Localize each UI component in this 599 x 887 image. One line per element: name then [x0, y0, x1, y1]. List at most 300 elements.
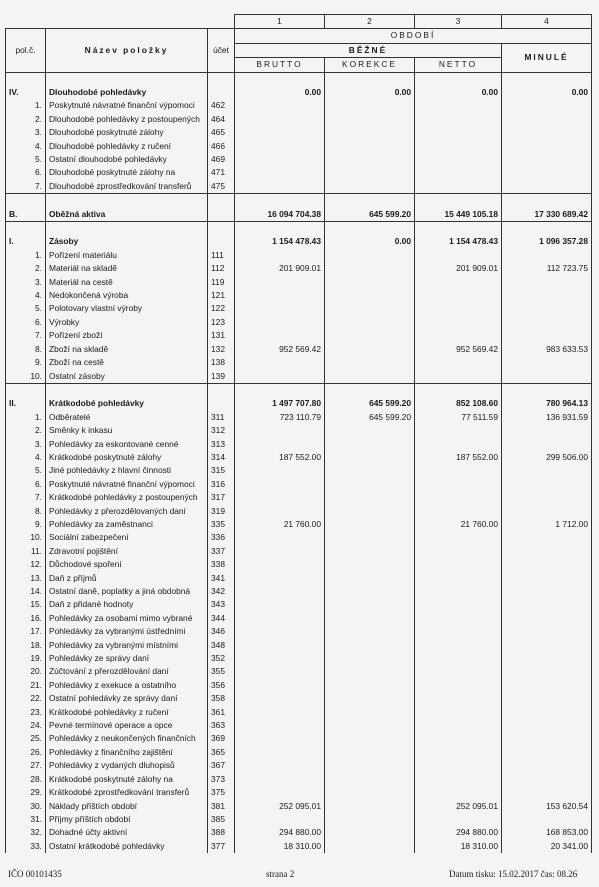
row-brutto — [235, 464, 325, 477]
row-name: Pohledávky za osobami mimo vybrané — [46, 612, 208, 625]
table-row — [6, 180, 592, 194]
section-separator — [6, 383, 592, 397]
row-name: Krátkodobé poskytnuté zálohy na — [46, 773, 208, 786]
section-minule: 780 964.13 — [502, 397, 592, 410]
table-row — [6, 759, 592, 772]
separator-cell — [235, 222, 325, 236]
row-minule — [502, 773, 592, 786]
row-korekce — [325, 166, 415, 179]
table-row — [6, 679, 592, 692]
row-number: 19. — [6, 652, 46, 665]
row-netto — [415, 329, 502, 342]
row-netto: 21 760.00 — [415, 518, 502, 531]
row-number: 7. — [6, 491, 46, 504]
row-netto — [415, 572, 502, 585]
row-netto — [415, 531, 502, 544]
row-number: 6. — [6, 478, 46, 491]
row-minule — [502, 813, 592, 826]
row-ucet: 139 — [208, 370, 235, 384]
row-korekce — [325, 316, 415, 329]
header-netto: NETTO — [415, 58, 502, 72]
row-name: Polotovary vlastní výroby — [46, 302, 208, 315]
row-netto — [415, 464, 502, 477]
row-korekce — [325, 438, 415, 451]
row-minule: 153 620.54 — [502, 800, 592, 813]
header-nazev-polozky: Název položky — [46, 29, 208, 72]
row-number: 1. — [6, 249, 46, 262]
row-ucet: 465 — [208, 126, 235, 139]
section-pol: II. — [6, 397, 46, 410]
table-row — [6, 826, 592, 839]
row-name: Pohledávky za vybranými místními — [46, 639, 208, 652]
row-netto — [415, 773, 502, 786]
table-row — [6, 518, 592, 531]
row-brutto: 252 095.01 — [235, 800, 325, 813]
section-ucet — [208, 235, 235, 248]
row-number: 31. — [6, 813, 46, 826]
section-minule: 1 096 357.28 — [502, 235, 592, 248]
row-netto — [415, 625, 502, 638]
row-name: Ostatní krátkodobé pohledávky — [46, 840, 208, 853]
row-name: Ostatní zásoby — [46, 370, 208, 384]
row-number: 18. — [6, 639, 46, 652]
row-ucet: 377 — [208, 840, 235, 853]
row-ucet: 138 — [208, 356, 235, 369]
row-ucet: 352 — [208, 652, 235, 665]
row-korekce — [325, 639, 415, 652]
row-ucet: 471 — [208, 166, 235, 179]
row-number: 8. — [6, 343, 46, 356]
section-minule: 0.00 — [502, 86, 592, 99]
row-minule — [502, 491, 592, 504]
row-number: 9. — [6, 518, 46, 531]
table-row — [6, 126, 592, 139]
row-ucet: 475 — [208, 180, 235, 194]
row-brutto — [235, 153, 325, 166]
row-ucet: 316 — [208, 478, 235, 491]
row-ucet: 462 — [208, 99, 235, 112]
row-minule — [502, 329, 592, 342]
row-number: 3. — [6, 438, 46, 451]
separator-cell — [502, 194, 592, 208]
row-name: Dlouhodobé pohledávky z ručení — [46, 140, 208, 153]
separator-cell — [325, 383, 415, 397]
section-pol: I. — [6, 235, 46, 248]
table-row — [6, 786, 592, 799]
row-number: 15. — [6, 598, 46, 611]
row-minule — [502, 505, 592, 518]
separator-cell — [6, 383, 46, 397]
table-row — [6, 438, 592, 451]
column-number-row — [6, 15, 592, 29]
row-korekce — [325, 612, 415, 625]
row-brutto — [235, 598, 325, 611]
row-minule — [502, 370, 592, 384]
row-brutto — [235, 302, 325, 315]
row-number: 11. — [6, 545, 46, 558]
section-brutto: 16 094 704.38 — [235, 208, 325, 222]
row-brutto — [235, 558, 325, 571]
row-netto — [415, 424, 502, 437]
row-korekce — [325, 840, 415, 853]
row-name: Ostatní daně, poplatky a jiná obdobná — [46, 585, 208, 598]
row-minule — [502, 464, 592, 477]
row-korekce — [325, 249, 415, 262]
row-korekce — [325, 113, 415, 126]
row-netto — [415, 598, 502, 611]
row-minule: 112 723.75 — [502, 262, 592, 275]
row-minule — [502, 249, 592, 262]
section-korekce: 0.00 — [325, 235, 415, 248]
row-netto — [415, 679, 502, 692]
row-minule — [502, 759, 592, 772]
row-ucet: 466 — [208, 140, 235, 153]
row-name: Poskytnuté návratné finanční výpomoci — [46, 478, 208, 491]
row-korekce — [325, 585, 415, 598]
section-separator — [6, 72, 592, 86]
section-ucet — [208, 397, 235, 410]
table-row — [6, 813, 592, 826]
row-netto — [415, 786, 502, 799]
row-name: Zboží na skladě — [46, 343, 208, 356]
table-row — [6, 356, 592, 369]
separator-cell — [46, 72, 208, 86]
row-netto: 294 880.00 — [415, 826, 502, 839]
row-brutto — [235, 732, 325, 745]
row-name: Jiné pohledávky z hlavní činnosti — [46, 464, 208, 477]
row-number: 29. — [6, 786, 46, 799]
row-brutto — [235, 813, 325, 826]
table-row — [6, 478, 592, 491]
row-ucet: 469 — [208, 153, 235, 166]
row-korekce — [325, 746, 415, 759]
row-number: 7. — [6, 329, 46, 342]
row-ucet: 314 — [208, 451, 235, 464]
row-brutto — [235, 249, 325, 262]
header-brutto: BRUTTO — [235, 58, 325, 72]
row-netto — [415, 316, 502, 329]
row-name: Nedokončená výroba — [46, 289, 208, 302]
footer-ico: IČO 00101435 — [8, 869, 62, 879]
row-brutto — [235, 773, 325, 786]
row-korekce — [325, 370, 415, 384]
row-netto — [415, 276, 502, 289]
table-row — [6, 99, 592, 112]
table-row — [6, 302, 592, 315]
row-netto — [415, 719, 502, 732]
row-korekce — [325, 478, 415, 491]
row-netto — [415, 491, 502, 504]
row-number: 30. — [6, 800, 46, 813]
row-number: 22. — [6, 692, 46, 705]
row-brutto — [235, 719, 325, 732]
row-name: Odběratelé — [46, 411, 208, 424]
row-number: 1. — [6, 99, 46, 112]
table-row — [6, 276, 592, 289]
row-brutto — [235, 126, 325, 139]
row-number: 3. — [6, 126, 46, 139]
row-brutto — [235, 316, 325, 329]
row-netto — [415, 140, 502, 153]
section-pol: IV. — [6, 86, 46, 99]
table-row — [6, 840, 592, 853]
row-name: Zboží na cestě — [46, 356, 208, 369]
row-minule — [502, 585, 592, 598]
row-netto — [415, 505, 502, 518]
row-name: Poskytnuté návratné finanční výpomoci — [46, 99, 208, 112]
row-number: 10. — [6, 370, 46, 384]
row-ucet: 358 — [208, 692, 235, 705]
separator-cell — [502, 383, 592, 397]
row-minule — [502, 276, 592, 289]
row-minule — [502, 126, 592, 139]
separator-cell — [46, 194, 208, 208]
row-korekce — [325, 262, 415, 275]
table-row — [6, 505, 592, 518]
row-korekce — [325, 531, 415, 544]
row-netto — [415, 746, 502, 759]
row-number: 8. — [6, 505, 46, 518]
row-number: 25. — [6, 732, 46, 745]
row-minule — [502, 719, 592, 732]
table-row — [6, 289, 592, 302]
row-minule — [502, 180, 592, 194]
separator-cell — [208, 222, 235, 236]
section-netto: 0.00 — [415, 86, 502, 99]
row-brutto — [235, 424, 325, 437]
row-name: Krátkodobé pohledávky z ručení — [46, 706, 208, 719]
table-row — [6, 262, 592, 275]
row-minule — [502, 140, 592, 153]
section-brutto: 1 497 707.80 — [235, 397, 325, 410]
row-ucet: 111 — [208, 249, 235, 262]
row-brutto — [235, 438, 325, 451]
section-name: Oběžná aktiva — [46, 208, 208, 222]
section-netto: 15 449 105.18 — [415, 208, 502, 222]
col-number-2: 2 — [325, 15, 415, 29]
row-name: Zdravotní pojištění — [46, 545, 208, 558]
row-brutto — [235, 329, 325, 342]
row-name: Příjmy příštích období — [46, 813, 208, 826]
row-ucet: 121 — [208, 289, 235, 302]
row-minule: 983 633.53 — [502, 343, 592, 356]
separator-cell — [235, 194, 325, 208]
row-brutto — [235, 545, 325, 558]
row-name: Krátkodobé zprostředkování transferů — [46, 786, 208, 799]
row-ucet: 312 — [208, 424, 235, 437]
row-brutto — [235, 289, 325, 302]
section-korekce: 645 599.20 — [325, 397, 415, 410]
row-number: 14. — [6, 585, 46, 598]
row-netto: 952 569.42 — [415, 343, 502, 356]
balance-sheet-table — [5, 14, 592, 853]
row-minule — [502, 545, 592, 558]
table-row — [6, 598, 592, 611]
row-ucet: 385 — [208, 813, 235, 826]
row-name: Pohledávky z neukončených finančních — [46, 732, 208, 745]
row-netto: 252 095.01 — [415, 800, 502, 813]
row-korekce — [325, 329, 415, 342]
table-row — [6, 140, 592, 153]
row-korekce — [325, 99, 415, 112]
row-minule — [502, 113, 592, 126]
separator-cell — [208, 383, 235, 397]
table-row — [6, 585, 592, 598]
row-number: 33. — [6, 840, 46, 853]
row-korekce — [325, 652, 415, 665]
section-ucet — [208, 208, 235, 222]
separator-cell — [235, 383, 325, 397]
row-name: Materiál na skladě — [46, 262, 208, 275]
row-netto — [415, 585, 502, 598]
row-number: 5. — [6, 464, 46, 477]
row-brutto — [235, 585, 325, 598]
row-name: Dohadné účty aktivní — [46, 826, 208, 839]
row-brutto — [235, 140, 325, 153]
row-brutto — [235, 370, 325, 384]
row-brutto — [235, 531, 325, 544]
row-number: 6. — [6, 316, 46, 329]
row-ucet: 346 — [208, 625, 235, 638]
row-netto — [415, 302, 502, 315]
row-korekce — [325, 505, 415, 518]
table-row — [6, 531, 592, 544]
row-brutto — [235, 612, 325, 625]
row-ucet: 375 — [208, 786, 235, 799]
row-ucet: 122 — [208, 302, 235, 315]
row-brutto — [235, 746, 325, 759]
row-ucet: 319 — [208, 505, 235, 518]
row-korekce — [325, 356, 415, 369]
row-korekce — [325, 302, 415, 315]
row-netto — [415, 166, 502, 179]
row-netto — [415, 692, 502, 705]
row-name: Pořízení zboží — [46, 329, 208, 342]
row-minule — [502, 679, 592, 692]
row-korekce — [325, 491, 415, 504]
row-korekce — [325, 464, 415, 477]
header-bezne: BĚŽNÉ — [235, 43, 502, 57]
section-netto: 852 108.60 — [415, 397, 502, 410]
table-row — [6, 153, 592, 166]
row-korekce — [325, 140, 415, 153]
row-korekce — [325, 826, 415, 839]
row-ucet: 464 — [208, 113, 235, 126]
col-number-3: 3 — [415, 15, 502, 29]
row-ucet: 317 — [208, 491, 235, 504]
row-minule: 168 853.00 — [502, 826, 592, 839]
table-row — [6, 370, 592, 384]
header-korekce: KOREKCE — [325, 58, 415, 72]
separator-cell — [235, 72, 325, 86]
row-ucet: 132 — [208, 343, 235, 356]
row-ucet: 131 — [208, 329, 235, 342]
row-brutto: 952 569.42 — [235, 343, 325, 356]
row-brutto — [235, 113, 325, 126]
row-name: Výrobky — [46, 316, 208, 329]
row-minule: 299 506.00 — [502, 451, 592, 464]
row-ucet: 112 — [208, 262, 235, 275]
table-row — [6, 800, 592, 813]
row-number: 20. — [6, 665, 46, 678]
row-name: Pevné termínové operace a opce — [46, 719, 208, 732]
row-brutto: 18 310.00 — [235, 840, 325, 853]
row-minule — [502, 692, 592, 705]
row-name: Dlouhodobé pohledávky z postoupených — [46, 113, 208, 126]
table-row — [6, 424, 592, 437]
row-netto — [415, 759, 502, 772]
row-name: Ostatní dlouhodobé pohledávky — [46, 153, 208, 166]
row-number: 21. — [6, 679, 46, 692]
row-brutto — [235, 478, 325, 491]
row-ucet: 348 — [208, 639, 235, 652]
row-name: Daň z přidané hodnoty — [46, 598, 208, 611]
section-name: Krátkodobé pohledávky — [46, 397, 208, 410]
row-netto — [415, 113, 502, 126]
row-ucet: 369 — [208, 732, 235, 745]
table-row — [6, 249, 592, 262]
row-name: Dlouhodobé poskytnuté zálohy — [46, 126, 208, 139]
row-number: 26. — [6, 746, 46, 759]
row-korekce — [325, 786, 415, 799]
row-korekce — [325, 665, 415, 678]
row-name: Pohledávky z finančního zajištění — [46, 746, 208, 759]
row-brutto — [235, 572, 325, 585]
header-obdobi: OBDOBÍ — [235, 29, 592, 43]
footer-page-number: strana 2 — [266, 869, 295, 879]
row-name: Krátkodobé pohledávky z postoupených — [46, 491, 208, 504]
row-korekce — [325, 289, 415, 302]
row-netto: 18 310.00 — [415, 840, 502, 853]
row-ucet: 388 — [208, 826, 235, 839]
separator-cell — [502, 72, 592, 86]
row-korekce — [325, 706, 415, 719]
row-ucet: 337 — [208, 545, 235, 558]
row-minule — [502, 531, 592, 544]
table-row — [6, 746, 592, 759]
row-minule: 1 712.00 — [502, 518, 592, 531]
row-netto — [415, 558, 502, 571]
row-brutto: 294 880.00 — [235, 826, 325, 839]
row-minule — [502, 732, 592, 745]
table-row — [6, 719, 592, 732]
row-name: Pohledávky z exekuce a ostatního — [46, 679, 208, 692]
row-minule — [502, 424, 592, 437]
row-minule — [502, 652, 592, 665]
row-korekce — [325, 572, 415, 585]
separator-cell — [6, 72, 46, 86]
row-name: Sociální zabezpečení — [46, 531, 208, 544]
section-separator — [6, 194, 592, 208]
row-korekce — [325, 692, 415, 705]
row-ucet: 343 — [208, 598, 235, 611]
row-minule — [502, 572, 592, 585]
section-minule: 17 330 689.42 — [502, 208, 592, 222]
col-number-1: 1 — [235, 15, 325, 29]
table-row — [6, 411, 592, 424]
row-korekce — [325, 759, 415, 772]
row-number: 24. — [6, 719, 46, 732]
row-number: 2. — [6, 424, 46, 437]
row-brutto — [235, 759, 325, 772]
row-name: Pohledávky za eskontované cenné — [46, 438, 208, 451]
row-ucet: 367 — [208, 759, 235, 772]
row-brutto — [235, 505, 325, 518]
row-ucet: 355 — [208, 665, 235, 678]
section-header-row — [6, 208, 592, 222]
row-minule — [502, 99, 592, 112]
separator-cell — [415, 72, 502, 86]
